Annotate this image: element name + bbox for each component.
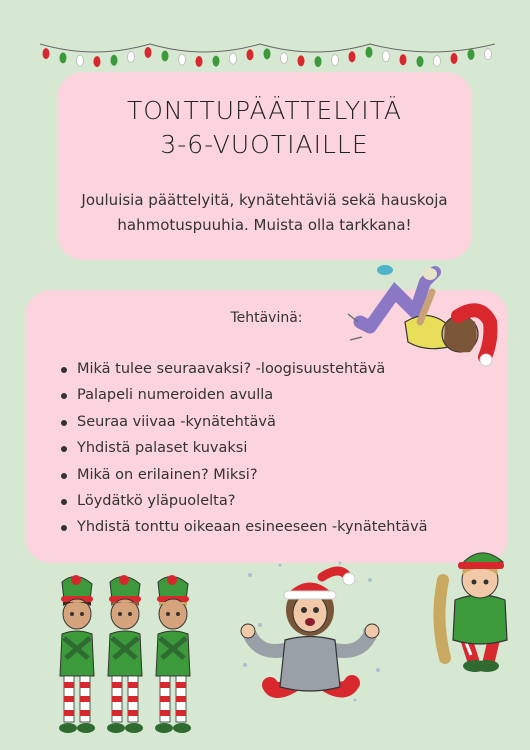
light-bulb (179, 54, 186, 65)
light-bulb (230, 53, 237, 64)
light-bulb (485, 49, 492, 60)
falling-elf-illustration (340, 252, 500, 377)
title-card (57, 72, 472, 260)
task-list (61, 356, 428, 541)
light-bulb (94, 56, 101, 67)
task-item: Mikä on erilainen? Miksi? (61, 462, 428, 488)
task-item: Yhdistä palaset kuvaksi (61, 435, 428, 461)
light-bulb (213, 56, 220, 67)
light-bulb (43, 48, 50, 59)
cold-elf (107, 575, 143, 733)
intro-line-1: Jouluisia päättelyitä, kynätehtäviä sekä hauskoja (81, 191, 448, 209)
light-bulb (77, 55, 84, 66)
light-bulb (451, 53, 458, 64)
light-bulb (434, 56, 441, 67)
jumping-girl-snow-illustration (230, 555, 390, 723)
light-bulb (247, 49, 254, 60)
light-bulb (349, 51, 356, 62)
task-item: Palapeli numeroiden avulla (61, 382, 428, 408)
light-bulb (145, 47, 152, 58)
light-bulb (60, 52, 67, 63)
light-bulb (162, 50, 169, 61)
light-bulb (111, 55, 118, 66)
light-bulb (128, 51, 135, 62)
task-heading: Tehtävinä: (230, 310, 303, 326)
light-bulb (196, 56, 203, 67)
task-item: Seuraa viivaa -kynätehtävä (61, 409, 428, 435)
cold-elf (59, 575, 95, 733)
light-bulb (400, 54, 407, 65)
title-line-1: TONTTUPÄÄTTELYITÄ (126, 96, 403, 125)
christmas-lights-garland (40, 38, 495, 72)
light-bulb (383, 51, 390, 62)
task-item: Mikä tulee seuraavaksi? -loogisuustehtävä (61, 356, 428, 382)
intro-text (79, 188, 450, 238)
intro-line-2: hahmotuspuuhia. Muista olla tarkkana! (117, 216, 412, 234)
light-bulb (468, 49, 475, 60)
light-bulb (264, 48, 271, 59)
light-bulb (366, 47, 373, 58)
task-item: Yhdistä tonttu oikeaan esineeseen -kynätehtävä (61, 514, 428, 540)
light-bulb (315, 56, 322, 67)
sitting-elf-illustration (425, 540, 530, 680)
light-bulb (332, 55, 339, 66)
page-title (57, 94, 472, 162)
cold-elf (155, 575, 191, 733)
light-bulb (298, 55, 305, 66)
light-bulb (417, 56, 424, 67)
title-line-2: 3-6-VUOTIAILLE (160, 130, 369, 159)
light-bulb (281, 53, 288, 64)
task-item: Löydätkö yläpuolelta? (61, 488, 428, 514)
three-cold-elves-illustration (50, 574, 200, 740)
